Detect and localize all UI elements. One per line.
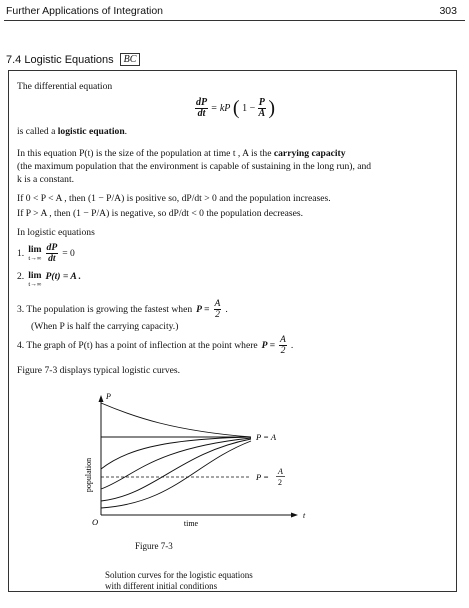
definition-line-3: k is a constant. [17,174,75,185]
eq-rhs: = kP [210,102,231,114]
condition-decrease: If P > A , then (1 − P/A) is negative, so dP/dt < 0 the population decreases. [17,208,304,219]
is-called-pre: is called a [17,126,58,137]
item-3-frac-a: A [214,298,221,309]
item-4-period: . [290,339,294,351]
item-1-num: 1. [17,247,25,259]
item-1-lim: lim [28,243,42,255]
definition-line-2: (the maximum population that the environment is capable of sustaining in the long run), and [17,161,372,172]
header-title: Further Applications of Integration [6,5,164,17]
item-2 [17,271,81,289]
condition-increase: If 0 < P < A , then (1 − P/A) is positive so, dP/dt > 0 and the population increases. [17,193,331,204]
section-heading [6,53,140,66]
eq-paren-open: ( [232,97,240,119]
x-axis-letter: t [303,511,306,520]
eq-paren-close: ) [268,97,275,119]
figure-note-line-1: Solution curves for the logistic equations [105,570,253,580]
item-3 [17,299,228,320]
eq-dp: dP [196,97,208,108]
item-2-lim: lim [28,270,42,281]
eq-frac-a: A [258,108,266,119]
page-number: 303 [439,5,457,17]
half-capacity-label-p: P = [256,472,269,482]
half-capacity-label-den: 2 [278,478,282,487]
item-1-dt: dt [48,253,56,264]
curve-mid-start [101,438,251,489]
item-4 [17,335,293,356]
definition-line-1 [17,148,346,160]
definition-line-1-text: In this equation P(t) is the size of the population at time t , A is the [17,148,274,159]
item-4-text: 4. The graph of P(t) has a point of inflection at the point where [17,339,258,351]
item-1-eq: = 0 [62,247,75,259]
x-axis-arrow [291,513,298,518]
curve-above-capacity [101,403,251,437]
y-axis-letter: P [106,392,111,401]
is-called-term: logistic equation [57,126,125,137]
intro-text: The differential equation [17,81,113,92]
origin-label: O [92,517,99,527]
item-1 [17,243,75,264]
figure-intro: Figure 7-3 displays typical logistic curves. [17,365,181,376]
curve-lowest-start [101,441,251,508]
figure-caption: Figure 7-3 [135,541,173,551]
logistic-equation [195,97,275,120]
item-2-expr: P(t) = A . [45,271,82,282]
item-4-frac-2: 2 [280,345,286,356]
item-4-frac-a: A [280,334,286,345]
item-3-frac-2: 2 [215,309,220,320]
bc-badge: BC [120,53,141,66]
section-title: 7.4 Logistic Equations [6,53,114,66]
x-axis-label: time [183,519,199,528]
item-1-dp: dP [46,242,58,253]
item-3-note: (When P is half the carrying capacity.) [31,321,179,332]
item-3-period: . [225,303,228,315]
page-header [0,0,469,22]
eq-frac-p: P [258,97,265,108]
header-rule [4,20,465,21]
eq-one-minus: 1 − [242,102,256,114]
eq-dt: dt [197,108,206,119]
is-called-line [17,126,127,138]
y-axis-arrow [99,395,104,402]
figure-note-line-2: with different initial conditions [105,581,218,591]
logistic-figure [79,391,319,529]
capacity-label: P = A [256,432,277,442]
carrying-capacity-term: carrying capacity [273,148,346,159]
item-2-num: 2. [17,271,25,282]
item-3-p-eq: P = [196,303,210,315]
content-box [8,70,457,592]
is-called-post: . [124,126,128,137]
curve-low-start [101,439,251,501]
item-1-lim-sub: t→∞ [28,254,42,262]
item-2-lim-sub: t→∞ [28,281,42,288]
in-logistic-text: In logistic equations [17,227,95,238]
item-3-text: 3. The population is growing the fastest when [17,303,193,315]
half-capacity-label-num: A [278,467,283,476]
item-4-p-eq: P = [261,339,276,351]
y-axis-label: population [84,457,93,493]
